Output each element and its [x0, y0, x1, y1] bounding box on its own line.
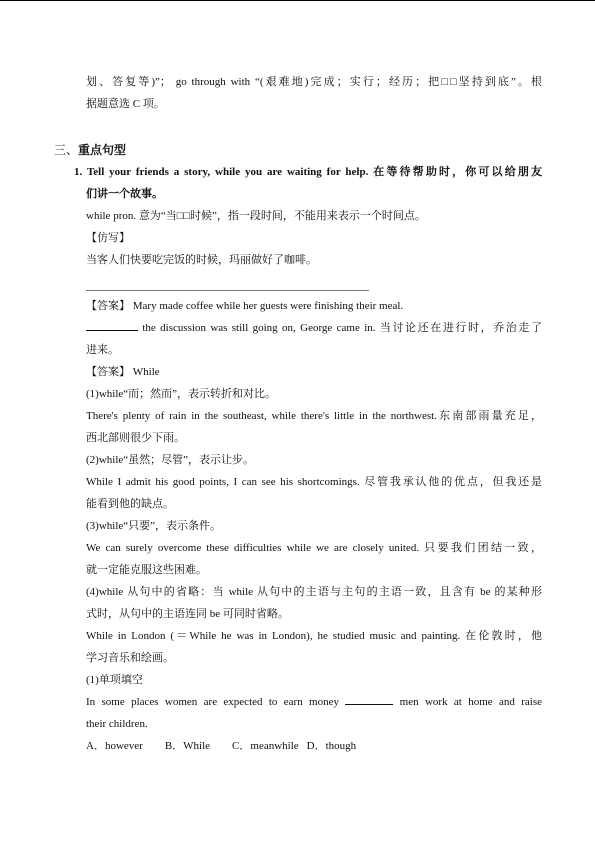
exercise-blank[interactable]	[345, 692, 393, 705]
fill-blank[interactable]	[86, 318, 138, 331]
use-1-example-2: 西北部则很少下雨。	[86, 432, 185, 444]
use-1-example-1: There's plenty of rain in the southeast, while there's little in the northwest.东南部雨量充足，	[86, 410, 542, 422]
section-title: 重点句型	[78, 143, 127, 157]
answer-writing-line[interactable]	[86, 273, 369, 291]
intro-line-1: 划、答复等)”； go through with “(艰难地)完成；实行；经历；把□□坚持到底”。根	[86, 76, 542, 88]
answer-2: 【答案】 While	[86, 366, 160, 378]
exercise-question-line-1: In some places women are expected to earn money men work at home and raise	[86, 691, 542, 713]
imitate-chinese: 当客人们快要吃完饭的时候，玛丽做好了咖啡。	[86, 254, 317, 266]
item-1-line-1: 1. Tell your friends a story, while you are waiting for help. 在等待帮助时，你可以给朋友	[74, 166, 542, 178]
option-d[interactable]: D．though	[306, 740, 357, 752]
document-body	[54, 71, 542, 757]
fill-line-2: 进来。	[86, 344, 119, 356]
use-3-title: (3)while“只要”，表示条件。	[86, 520, 222, 532]
exercise-options	[86, 735, 542, 757]
section-heading	[54, 139, 542, 161]
use-4-title-2: 式时，从句中的主语连同 be 可同时省略。	[86, 608, 289, 620]
top-rule	[0, 0, 595, 1]
use-2-example-2: 能看到他的缺点。	[86, 498, 174, 510]
section-number: 三、	[54, 143, 79, 157]
use-4-example-1: While in London (＝While he was in London), he studied music and painting. 在伦敦时，他	[86, 630, 542, 642]
option-c[interactable]: C．meanwhile	[232, 740, 299, 752]
exercise-title: (1)单项填空	[86, 674, 143, 686]
intro-line-2: 据题意选 C 项。	[86, 98, 165, 110]
use-1-title: (1)while“而；然而”，表示转折和对比。	[86, 388, 277, 400]
use-3-example-2: 就一定能克服这些困难。	[86, 564, 207, 576]
while-pron-note: while pron. 意为“当□□时候”，指一段时间，不能用来表示一个时间点。	[86, 210, 426, 222]
option-b[interactable]: B．While	[164, 740, 211, 752]
use-4-title-1: (4)while 从句中的省略：当 while 从句中的主语与主句的主语一致，且含有 be 的某种形	[86, 586, 542, 598]
answer-1: 【答案】 Mary made coffee while her guests were finishing their meal.	[86, 300, 404, 312]
item-1-line-2: 们讲一个故事。	[86, 188, 163, 200]
use-2-example-1: While I admit his good points, I can see his shortcomings. 尽管我承认他的优点，但我还是	[86, 476, 542, 488]
use-2-title: (2)while“虽然；尽管”，表示让步。	[86, 454, 255, 466]
exercise-question-line-2: their children.	[86, 718, 148, 730]
option-a[interactable]: A．however	[86, 740, 143, 752]
use-4-example-2: 学习音乐和绘画。	[86, 652, 174, 664]
use-3-example-1: We can surely overcome these difficulties while we are closely united. 只要我们团结一致，	[86, 542, 542, 554]
fill-line-1: the discussion was still going on, George came in. 当讨论还在进行时，乔治走了	[86, 317, 542, 339]
imitate-label: 【仿写】	[86, 232, 130, 244]
